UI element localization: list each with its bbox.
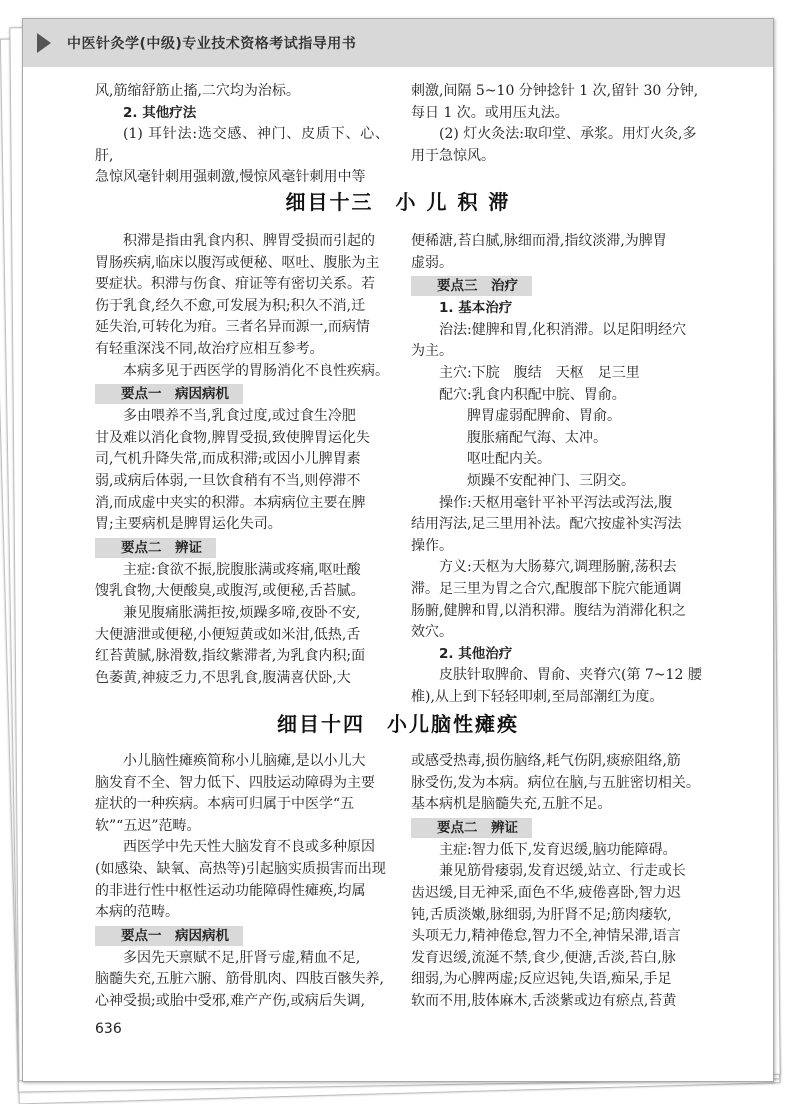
- text-line: 便稀溏,苔白腻,脉细而滑,指纹淡滞,为脾胃: [411, 233, 667, 249]
- subheading: 2. 其他治疗: [439, 645, 513, 662]
- text-line: 操作:天枢用毫针平补平泻法或泻法,腹: [439, 494, 673, 511]
- text-line: 弱,或病后体弱,一旦饮食稍有不当,则停滞不: [95, 472, 361, 489]
- text-line: 肠腑,健脾和胃,以消积滞。腹结为消滞化积之: [411, 602, 686, 619]
- text-line: 馊乳食物,大便酸臭,或腹泻,或便秘,舌苔腻。: [95, 583, 365, 600]
- section14-left-column: [95, 751, 389, 1013]
- key-point-label: 要点二 辨证: [411, 818, 532, 838]
- text-line: 软”“五迟”范畴。: [95, 817, 201, 834]
- text-line: 风,筋缩舒筋止搐,二穴均为治标。: [95, 83, 300, 99]
- text-line: 发育迟缓,流涎不禁,食少,便溏,舌淡,苔白,脉: [411, 949, 676, 966]
- text-line: 头项无力,精神倦怠,智力不全,神情呆滞,语言: [411, 928, 681, 945]
- text-line: 操作。: [411, 537, 453, 554]
- text-line: 脑髓失充,五脏六腑、筋骨肌肉、四肢百骸失养,: [95, 971, 384, 988]
- text-line: 主症:食欲不振,脘腹胀满或疼痛,呕吐酸: [123, 561, 361, 578]
- key-point-label: 要点一 病因病机: [95, 926, 243, 946]
- section-title: 细目十三 小 儿 积 滞: [285, 190, 511, 214]
- book-page: [22, 18, 774, 1082]
- text-line: 多因先天禀赋不足,肝肾亏虚,精血不足,: [123, 949, 361, 966]
- page-number: 636: [95, 1021, 122, 1037]
- text-line: 的非进行性中枢性运动功能障碍性瘫痪,均属: [95, 882, 366, 899]
- text-line: 方义:天枢为大肠募穴,调理肠腑,荡积去: [439, 559, 677, 576]
- text-line: 消,而成虚中夹实的积滞。本病病位主要在脾: [95, 494, 366, 511]
- text-line: 烦躁不安配神门、三阴交。: [467, 472, 635, 489]
- text-line: 本病的范畴。: [95, 904, 179, 921]
- text-line: 延失治,可转化为疳。三者名异而源一,而病情: [95, 319, 370, 336]
- text-line: 或感受热毒,损伤脑络,耗气伤阴,痰瘀阻络,筋: [411, 753, 681, 769]
- text-line: 基本病机是脑髓失充,五脏不足。: [411, 796, 612, 813]
- section13-right-column: [411, 231, 705, 708]
- text-line: 兼见腹痛胀满拒按,烦躁多啼,夜卧不安,: [123, 604, 361, 621]
- text-line: 多由喂养不当,乳食过度,或过食生冷肥: [123, 408, 356, 425]
- text-line: 脑发育不全、智力低下、四肢运动障碍为主要: [95, 774, 375, 791]
- text-line: 脾胃虚弱配脾俞、胃俞。: [467, 408, 621, 425]
- text-line: 主症:智力低下,发育迟缓,脑功能障碍。: [439, 841, 677, 858]
- text-line: 色萎黄,神疲乏力,不思乳食,腹满喜伏卧,大: [95, 669, 351, 686]
- text-line: 治法:健脾和胃,化积消滞。以足阳明经穴: [439, 321, 687, 338]
- text-line: 小儿脑性瘫痪简称小儿脑瘫,是以小儿大: [123, 753, 366, 769]
- text-line: 钝,舌质淡嫩,脉细弱,为肝肾不足;筋肉痿软,: [411, 906, 672, 923]
- text-line: 椎),从上到下轻轻叩刺,至局部潮红为度。: [411, 688, 664, 705]
- running-header: [23, 19, 773, 67]
- text-line: 呕吐配内关。: [467, 451, 551, 468]
- text-line: 大便溏泄或便秘,小便短黄或如米泔,低热,舌: [95, 626, 361, 643]
- text-line: 细弱,为心脾两虚;反应迟钝,失语,痴呆,手足: [411, 971, 672, 988]
- header-triangle-icon: [37, 33, 51, 53]
- text-line: 皮肤针取脾俞、胃俞、夹脊穴(第 7~12 腰: [439, 667, 702, 684]
- section13-left-column: [95, 231, 389, 689]
- text-line: 红苔黄腻,脉滑数,指纹紫滞者,为乳食内积;面: [95, 648, 366, 665]
- text-line: 积滞是指由乳食内积、脾胃受损而引起的: [123, 233, 375, 249]
- top-right-column: [411, 81, 705, 167]
- text-line: 刺激,间隔 5~10 分钟捻针 1 次,留针 30 分钟,: [411, 83, 699, 99]
- text-line: 伤于乳食,经久不愈,可发展为积;积久不消,迁: [95, 297, 366, 314]
- text-line: 心神受损;或胎中受邪,难产产伤,或病后失调,: [95, 992, 366, 1009]
- subheading: 1. 基本治疗: [439, 300, 513, 317]
- text-line: 司,气机升降失常,而成积滞;或因小儿脾胃素: [95, 451, 361, 468]
- text-line: 滞。足三里为胃之合穴,配腹部下脘穴能通调: [411, 580, 682, 597]
- key-point-label: 要点三 治疗: [411, 276, 532, 296]
- text-line: 主穴:下脘 腹结 天枢 足三里: [439, 364, 640, 381]
- text-line: 为主。: [411, 343, 453, 360]
- text-line: 每日 1 次。或用压丸法。: [411, 104, 569, 121]
- text-line: 甘及难以消化食物,脾胃受损,致使脾胃运化失: [95, 429, 370, 446]
- text-line: 要症状。积滞与伤食、疳证等有密切关系。若: [95, 276, 375, 293]
- text-line: (如感染、缺氧、高热等)引起脑实质损害而出现: [95, 860, 386, 877]
- text-line: 胃肠疾病,临床以腹泻或便秘、呕吐、腹胀为主: [95, 254, 380, 271]
- text-line: 本病多见于西医学的胃肠消化不良性疾病。: [123, 362, 389, 379]
- section14-right-column: [411, 751, 705, 1013]
- text-line: (1) 耳针法:选交感、神门、皮质下、心、肝,: [95, 126, 389, 164]
- text-line: 结用泻法,足三里用补法。配穴按虚补实泻法: [411, 516, 682, 533]
- text-line: 胃;主要病机是脾胃运化失司。: [95, 516, 282, 533]
- text-line: 西医学中先天性大脑发育不良或多种原因: [123, 839, 375, 856]
- text-line: 腹胀痛配气海、太冲。: [467, 429, 607, 446]
- text-line: 软而不用,肢体麻木,舌淡紫或边有瘀点,苔黄: [411, 992, 677, 1009]
- text-line: 用于急惊风。: [411, 147, 495, 164]
- top-left-column: [95, 81, 389, 189]
- key-point-label: 要点二 辨证: [95, 538, 216, 558]
- key-point-label: 要点一 病因病机: [95, 384, 243, 404]
- header-title: 中医针灸学(中级)专业技术资格考试指导用书: [67, 36, 357, 52]
- text-line: 虚弱。: [411, 254, 453, 271]
- text-line: 有轻重深浅不同,故治疗应相互参考。: [95, 340, 324, 357]
- text-line: 配穴:乳食内积配中脘、胃俞。: [439, 386, 626, 403]
- section-title: 细目十四 小儿脑性瘫痪: [277, 712, 519, 736]
- text-line: 脉受伤,发为本病。病位在脑,与五脏密切相关。: [411, 774, 700, 791]
- text-line: 兼见筋骨痿弱,发育迟缓,站立、行走或长: [439, 863, 686, 880]
- text-line: 症状的一种疾病。本病可归属于中医学“五: [95, 796, 355, 813]
- text-line: 效穴。: [411, 624, 453, 641]
- text-line: 齿迟缓,目无神采,面色不华,疲倦喜卧,智力迟: [411, 884, 681, 901]
- subheading: 2. 其他疗法: [123, 104, 197, 121]
- text-line: (2) 灯火灸法:取印堂、承浆。用灯火灸,多: [439, 126, 697, 143]
- text-line: 急惊风毫针刺用强刺激,慢惊风毫针刺用中等: [95, 169, 366, 186]
